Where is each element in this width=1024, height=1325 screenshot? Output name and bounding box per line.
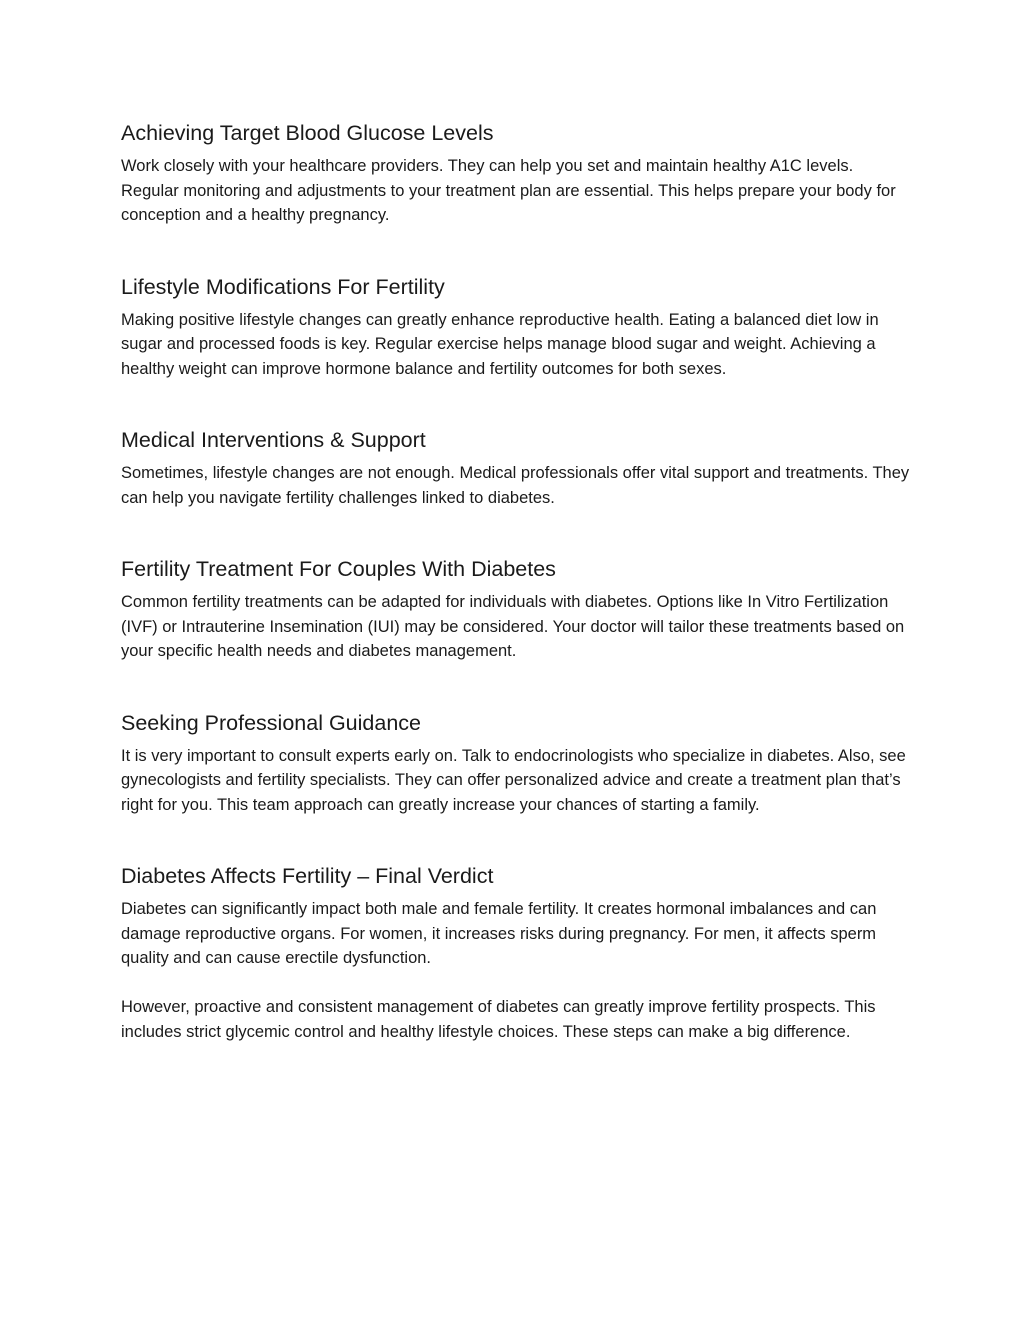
section-paragraph: Sometimes, lifestyle changes are not enough. Medical professionals offer vital support and treatments. They can help you navigate fertility challenges linked to diabetes.: [121, 464, 910, 507]
section-heading: Seeking Professional Guidance: [121, 710, 421, 735]
section-target-blood-glucose: [121, 118, 911, 228]
section-paragraph: Common fertility treatments can be adapted for individuals with diabetes. Options like In Vitro Fertilization (IVF) or Intrauterine Insemination (IUI) may be considered. Your doctor will tailor these treatments based on your specific health needs and diabetes management.: [121, 593, 905, 660]
section-lifestyle-modifications: [121, 272, 911, 382]
section-paragraph: Making positive lifestyle changes can greatly enhance reproductive health. Eating a balanced diet low in sugar and processed foods is key. Regular exercise helps manage blood sugar and weight. Achieving a healthy weight can improve hormone balance and fertility outcomes for both sexes.: [121, 310, 879, 378]
section-paragraph: Work closely with your healthcare providers. They can help you set and maintain healthy A1C levels. Regular monitoring and adjustments to your treatment plan are essential. This helps prepare your body for conception and a healthy pregnancy.: [121, 157, 896, 224]
section-heading: Fertility Treatment For Couples With Diabetes: [121, 557, 556, 581]
section-fertility-treatment: [121, 554, 911, 664]
section-professional-guidance: [121, 708, 911, 818]
section-heading: Achieving Target Blood Glucose Levels: [121, 121, 494, 145]
section-final-verdict: [121, 861, 911, 1044]
document-page: [121, 118, 911, 1044]
section-heading: Lifestyle Modifications For Fertility: [121, 274, 445, 299]
section-paragraph: However, proactive and consistent management of diabetes can greatly improve fertility prospects. This includes strict glycemic control and healthy lifestyle choices. These steps can make a big difference.: [121, 998, 876, 1041]
section-paragraph: Diabetes can significantly impact both male and female fertility. It creates hormonal imbalances and can damage reproductive organs. For women, it increases risks during pregnancy. For men, it affects sperm quality and can cause erectile dysfunction.: [121, 900, 877, 967]
section-medical-interventions: [121, 425, 911, 510]
section-paragraph: It is very important to consult experts early on. Talk to endocrinologists who specialize in diabetes. Also, see gynecologists and fertility specialists. They can offer personalized advice and create a treatment plan that’s right for you. This team approach can greatly increase your chances of starting a family.: [121, 746, 906, 814]
section-heading: Medical Interventions & Support: [121, 428, 426, 452]
section-heading: Diabetes Affects Fertility – Final Verdict: [121, 864, 494, 888]
